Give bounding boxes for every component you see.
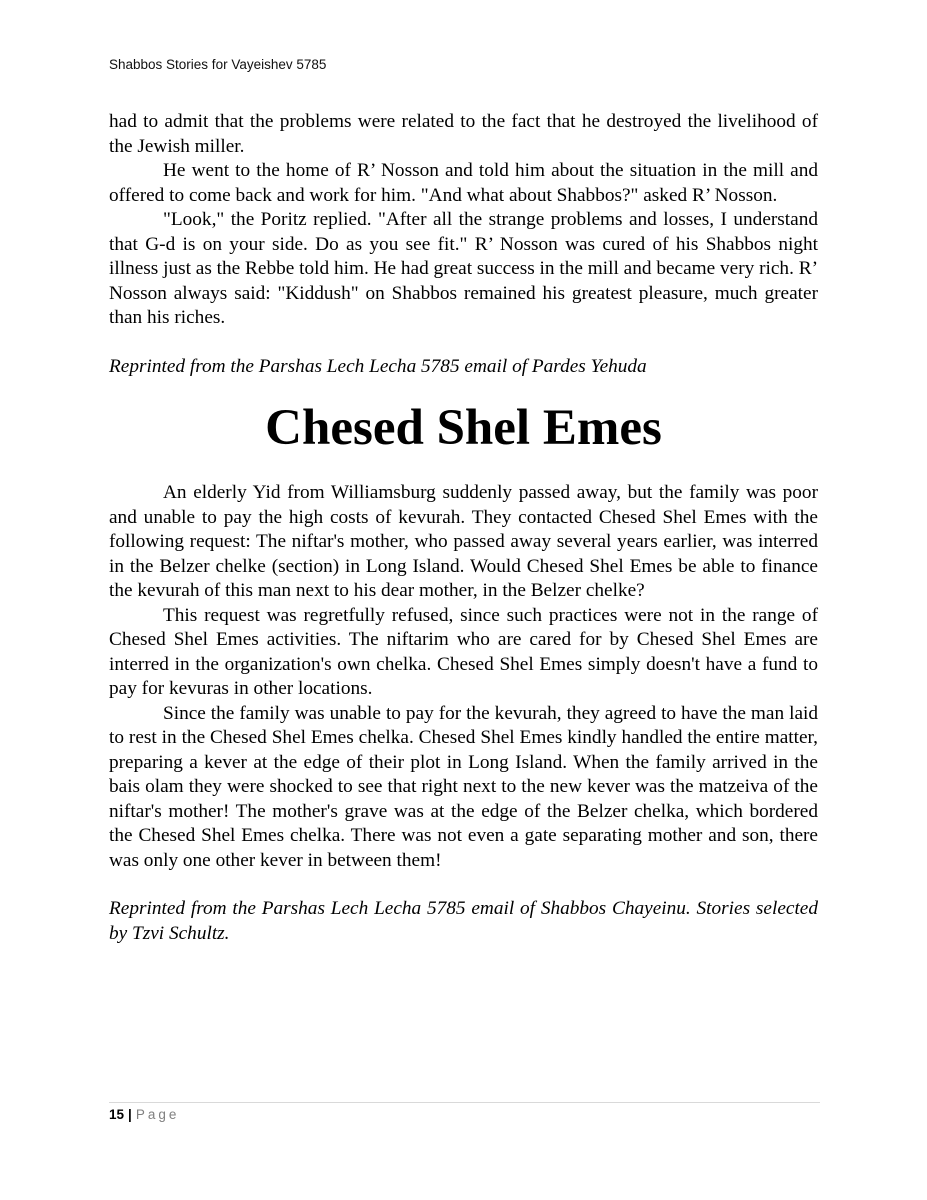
story-title: Chesed Shel Emes (265, 400, 662, 456)
page-number: 15 (109, 1107, 125, 1122)
story2-credit: Reprinted from the Parshas Lech Lecha 5785 email of Shabbos Chayeinu. Stories selected by Tzvi Schultz. (109, 898, 818, 944)
page-label: Page (135, 1107, 180, 1122)
story1-paragraph: "Look," the Poritz replied. "After all the strange problems and losses, I understand that G-d is on your side. Do as you see fit." R’ Nosson was cured of his Shabbos night illness just as the Rebbe told him. He had great success in the mill and became very rich. R’ Nosson always said: "Kiddush" on Shabbos remained his greatest pleasure, much greater than his riches. (109, 209, 818, 328)
story1-paragraph: had to admit that the problems were related to the fact that he destroyed the livelihood of the Jewish miller. (109, 111, 818, 157)
page-content (109, 110, 818, 946)
story2-paragraph: An elderly Yid from Williamsburg suddenly passed away, but the family was poor and unable to pay the high costs of kevurah. They contacted Chesed Shel Emes with the following request: The niftar's mother, who passed away several years earlier, was interred in the Belzer chelke (section) in Long Island. Would Chesed Shel Emes be able to finance the kevurah of this man next to his dear mother, in the Belzer chelke? (109, 482, 818, 601)
story1-paragraph: He went to the home of R’ Nosson and told him about the situation in the mill and offered to come back and work for him. "And what about Shabbos?" asked R’ Nosson. (109, 160, 818, 206)
story2-paragraph: Since the family was unable to pay for the kevurah, they agreed to have the man laid to rest in the Chesed Shel Emes chelka. Chesed Shel Emes kindly handled the entire matter, preparing a kever at the edge of their plot in Long Island. When the family arrived in the bais olam they were shocked to see that right next to the new kever was the matzeiva of the niftar's mother! The mother's grave was at the edge of the Belzer chelka, which bordered the Chesed Shel Emes chelka. There was not even a gate separating mother and son, there was only one other kever in between them! (109, 702, 818, 871)
story1-credit: Reprinted from the Parshas Lech Lecha 5785 email of Pardes Yehuda (109, 355, 647, 377)
running-header: Shabbos Stories for Vayeishev 5785 (109, 57, 327, 72)
footer-divider (109, 1102, 820, 1103)
page-footer (109, 1107, 179, 1122)
footer-separator: | (128, 1107, 132, 1122)
story2-paragraph: This request was regretfully refused, since such practices were not in the range of Chesed Shel Emes activities. The niftarim who are cared for by Chesed Shel Emes are interred in the organization's own chelka. Chesed Shel Emes simply doesn't have a fund to pay for kevuras in other locations. (109, 604, 818, 699)
